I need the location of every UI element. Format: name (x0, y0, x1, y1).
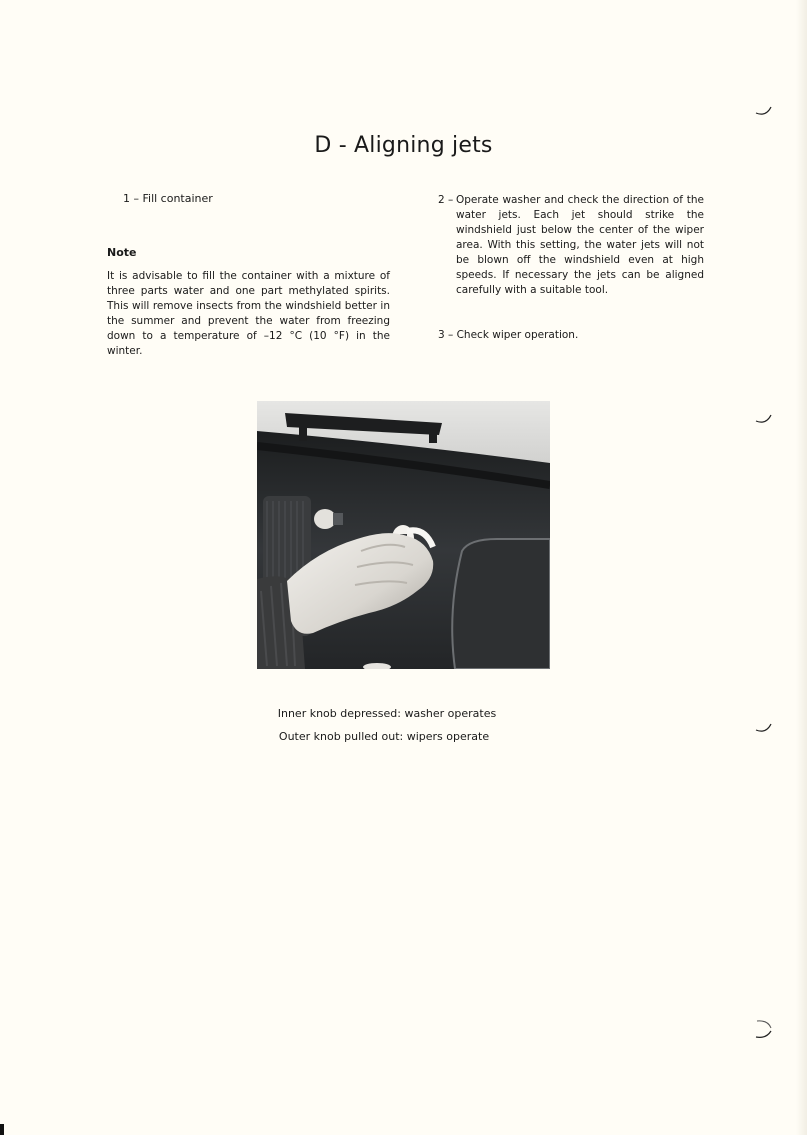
dashboard-photo (257, 401, 550, 669)
note-body: It is advisable to fill the container with a mixture of three parts water and one part methylated spirits. This will remove insects from the windshield better in the summer and prevent the water from freezing down to a temperature of –12 °C (10 °F) in the winter. (107, 270, 390, 357)
hand-on-washer-knob-image (257, 401, 550, 669)
binder-ring-icon (752, 1017, 776, 1041)
figure-caption-washer: Inner knob depressed: washer operates (277, 707, 497, 720)
binder-ring-icon (752, 404, 776, 428)
step-operate-washer (438, 193, 704, 298)
step-check-wiper: 3 – Check wiper operation. (438, 329, 579, 341)
note-heading: Note (107, 246, 137, 259)
page-edge-shadow (796, 0, 807, 1135)
step-text: Operate washer and check the direction of the water jets. Each jet should strike the windshield just below the center of the wiper area. With this setting, the water jets will not be blown off the windshield even at high speeds. If necessary the jets can be aligned carefully with a suitable tool. (456, 194, 704, 296)
binder-ring-icon (752, 96, 776, 120)
step-number: 2 – (438, 194, 454, 206)
figure-caption-wipers: Outer knob pulled out: wipers operate (278, 730, 490, 743)
scan-corner-mark (0, 1124, 4, 1135)
step-fill-container: 1 – Fill container (123, 192, 213, 205)
page-title: D - Aligning jets (314, 133, 493, 158)
